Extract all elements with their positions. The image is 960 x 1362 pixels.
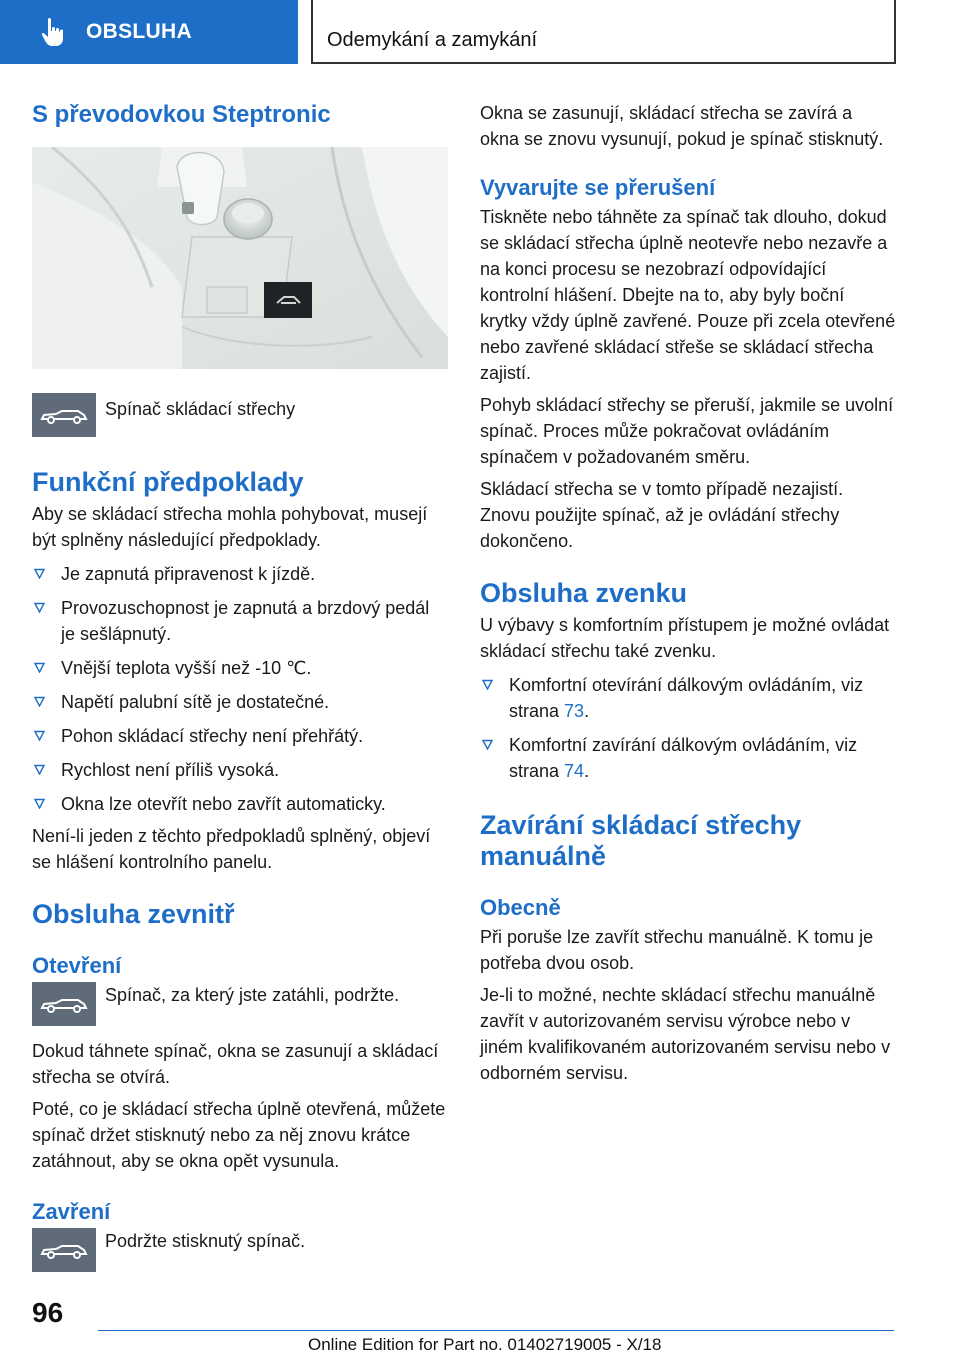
outside-list [480, 672, 896, 784]
close-paragraph: Okna se zasunují, skládací střecha se zavírá a okna se znovu vysunují, pokud je spínač stisknutý. [480, 103, 884, 149]
convertible-car-icon [32, 393, 96, 437]
inside-heading: Obsluha zevnitř [32, 899, 235, 929]
switch-row [32, 393, 448, 437]
outside-heading: Obsluha zvenku [480, 578, 688, 608]
interrupt-heading: Vyvarujte se přerušení [480, 175, 716, 200]
general-heading: Obecně [480, 895, 561, 920]
page-link-73[interactable]: 73 [564, 701, 585, 721]
section-tab-label: OBSLUHA [86, 20, 192, 43]
list-item: Komfortní zavírání dálkovým ovládáním, viz strana 74. [480, 732, 896, 784]
close-row [32, 1228, 448, 1272]
triangle-bullet-icon [34, 764, 45, 775]
interrupt-paragraph-2: Pohyb skládací střechy se přeruší, jakmile se uvolní spínač. Proces může pokračovat ovládáním spínačem v požadovaném směru. [480, 395, 894, 467]
list-item: Vnější teplota vyšší než -10 ℃. [32, 655, 448, 681]
open-row [32, 982, 448, 1026]
right-column [480, 100, 896, 1086]
outside-paragraph: U výbavy s komfortním přístupem je možné ovládat skládací střechu také zvenku. [480, 615, 890, 661]
triangle-bullet-icon [34, 696, 45, 707]
list-item: Napětí palubní sítě je dostatečné. [32, 689, 448, 715]
interrupt-paragraph-3: Skládací střecha se v tomto případě nezajistí. Znovu použijte spínač, až je ovládání střechy dokončeno. [480, 479, 844, 551]
prereq-list [32, 561, 448, 817]
open-caption: Spínač, za který jste zatáhli, podržte. [105, 985, 400, 1005]
manual-heading: Zavírání skládací střechy manuálně [480, 810, 802, 871]
section-tab[interactable] [0, 0, 298, 64]
footer-divider [98, 1330, 894, 1331]
convertible-car-icon [32, 1228, 96, 1272]
page-number: 96 [32, 1297, 64, 1328]
triangle-bullet-icon [34, 798, 45, 809]
list-item: Provozuschopnost je zapnutá a brzdový pedál je sešlápnutý. [32, 595, 448, 647]
left-column [32, 100, 448, 1272]
edition-info: Online Edition for Part no. 01402719005 - X/18 [308, 1335, 662, 1354]
hand-pointer-icon [40, 17, 66, 47]
page-link-74[interactable]: 74 [564, 761, 585, 781]
open-paragraph-2: Poté, co je skládací střecha úplně otevřená, můžete spínač držet stisknutý nebo za něj znovu krátce zatáhnout, aby se okna opět vysunula. [32, 1099, 446, 1171]
list-item: Je zapnutá připravenost k jízdě. [32, 561, 448, 587]
close-heading: Zavření [32, 1199, 111, 1224]
list-item: Okna lze otevřít nebo zavřít automaticky. [32, 791, 448, 817]
general-paragraph-1: Při poruše lze zavřít střechu manuálně. K tomu je potřeba dvou osob. [480, 927, 874, 973]
chapter-title: Odemykání a zamykání [327, 29, 538, 51]
triangle-bullet-icon [482, 739, 493, 750]
list-item: Pohon skládací střechy není přehřátý. [32, 723, 448, 749]
chapter-header [311, 0, 896, 64]
triangle-bullet-icon [482, 679, 493, 690]
switch-caption: Spínač skládací střechy [105, 399, 296, 419]
open-heading: Otevření [32, 953, 122, 978]
prereq-intro: Aby se skládací střecha mohla pohybovat, musejí být splněny následující předpoklady. [32, 504, 428, 550]
prereq-outro: Není-li jeden z těchto předpokladů splněný, objeví se hlášení kontrolního panelu. [32, 826, 431, 872]
list-item: Komfortní otevírání dálkovým ovládáním, viz strana 73. [480, 672, 896, 724]
convertible-car-icon [32, 982, 96, 1026]
triangle-bullet-icon [34, 602, 45, 613]
steptronic-heading: S převodovkou Steptronic [32, 101, 331, 128]
triangle-bullet-icon [34, 662, 45, 673]
open-paragraph-1: Dokud táhnete spínač, okna se zasunují a skládací střecha se otvírá. [32, 1041, 439, 1087]
close-caption: Podržte stisknutý spínač. [105, 1231, 306, 1251]
triangle-bullet-icon [34, 730, 45, 741]
interrupt-paragraph-1: Tiskněte nebo táhněte za spínač tak dlouho, dokud se skládací střecha úplně neotevře nebo nezavře a na konci procesu se nezobrazí odpovídající kontrolní hlášení. Dbejte na to, aby byly boční krytky vždy úplně zavřené. Pouze při zcela otevřené nebo zavřené skládací střeše se skládací střecha zajistí. [480, 207, 896, 383]
prereq-heading: Funkční předpoklady [32, 467, 304, 497]
list-item: Rychlost není příliš vysoká. [32, 757, 448, 783]
gear-selector-console-photo [32, 147, 448, 369]
general-paragraph-2: Je-li to možné, nechte skládací střechu manuálně zavřít v autorizovaném servisu výrobce nebo v jiném kvalifikovaném autorizovaném servisu nebo v odborném servisu. [480, 985, 891, 1083]
triangle-bullet-icon [34, 568, 45, 579]
